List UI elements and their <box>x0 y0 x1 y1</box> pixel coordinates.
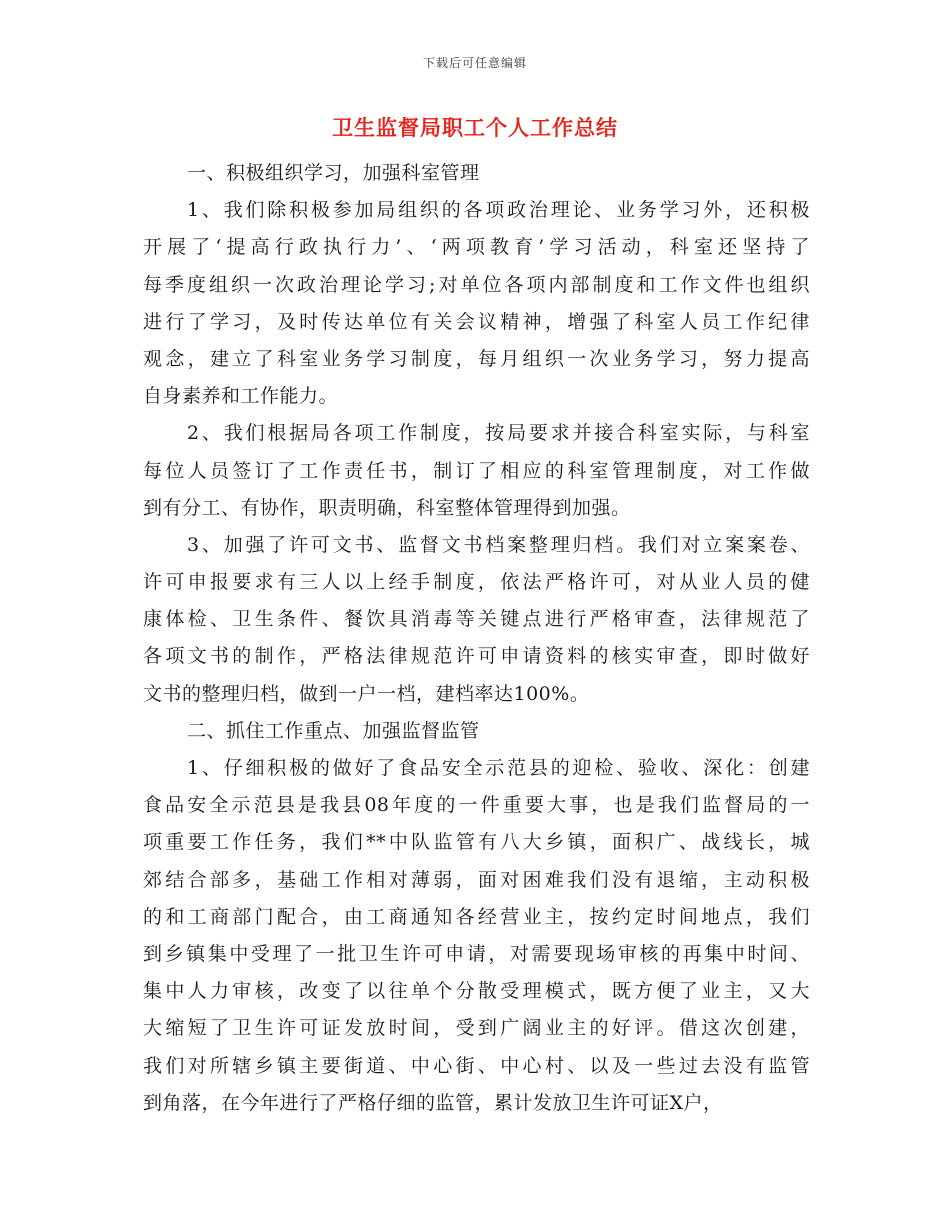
text-line: 各项文书的制作，严格法律规范许可申请资料的核实审查，即时做好 <box>143 645 810 668</box>
text-line: 二、抓住工作重点、加强监督监管 <box>187 719 480 742</box>
document-title: 卫生监督局职工个人工作总结 <box>332 115 618 140</box>
text-line: 到有分工、有协作，职责明确，科室整体管理得到加强。 <box>143 496 631 519</box>
text-line: 食品安全示范县是我县08年度的一件重要大事，也是我们监督局的一 <box>143 794 810 817</box>
text-line: 2、我们根据局各项工作制度，按局要求并接合科室实际，与科室 <box>187 422 810 445</box>
text-line: 许可申报要求有三人以上经手制度，依法严格许可，对从业人员的健 <box>143 571 810 594</box>
text-line: 1、我们除积极参加局组织的各项政治理论、业务学习外，还积极 <box>187 199 810 222</box>
text-line: 到乡镇集中受理了一批卫生许可申请，对需要现场审核的再集中时间、 <box>143 942 810 965</box>
document-body <box>143 155 810 1122</box>
text-line: 大缩短了卫生许可证发放时间，受到广阔业主的好评。借这次创建， <box>143 1017 810 1040</box>
text-line: 自身素养和工作能力。 <box>143 385 339 408</box>
text-line: 文书的整理归档，做到一户一档，建档率达100%。 <box>143 682 590 705</box>
text-line: 开展了‘提高行政执行力’、‘两项教育’学习活动，科室还坚持了 <box>143 236 810 259</box>
header-note: 下载后可任意编辑 <box>422 56 527 70</box>
text-line: 项重要工作任务，我们**中队监管有八大乡镇，面积广、战线长，城 <box>143 831 810 854</box>
text-line: 进行了学习，及时传达单位有关会议精神，增强了科室人员工作纪律 <box>143 310 810 333</box>
text-line: 我们对所辖乡镇主要街道、中心街、中心村、以及一些过去没有监管 <box>143 1054 810 1077</box>
text-line: 到角落，在今年进行了严格仔细的监管，累计发放卫生许可证X户， <box>143 1091 723 1114</box>
text-line: 观念，建立了科室业务学习制度，每月组织一次业务学习，努力提高 <box>143 347 810 370</box>
text-line: 每季度组织一次政治理论学习;对单位各项内部制度和工作文件也组织 <box>143 273 810 296</box>
text-line: 的和工商部门配合，由工商通知各经营业主，按约定时间地点，我们 <box>143 905 810 928</box>
text-line: 每位人员签订了工作责任书，制订了相应的科室管理制度，对工作做 <box>143 459 810 482</box>
text-line: 3、加强了许可文书、监督文书档案整理归档。我们对立案案卷、 <box>187 533 810 556</box>
text-line: 一、积极组织学习，加强科室管理 <box>187 162 480 184</box>
text-line: 康体检、卫生条件、餐饮具消毒等关键点进行严格审查，法律规范了 <box>143 608 810 631</box>
text-line: 1、仔细积极的做好了食品安全示范县的迎检、验收、深化：创建 <box>187 757 810 779</box>
text-line: 郊结合部多，基础工作相对薄弱，面对困难我们没有退缩，主动积极 <box>143 868 810 891</box>
text-line: 集中人力审核，改变了以往单个分散受理模式，既方便了业主，又大 <box>143 980 810 1003</box>
